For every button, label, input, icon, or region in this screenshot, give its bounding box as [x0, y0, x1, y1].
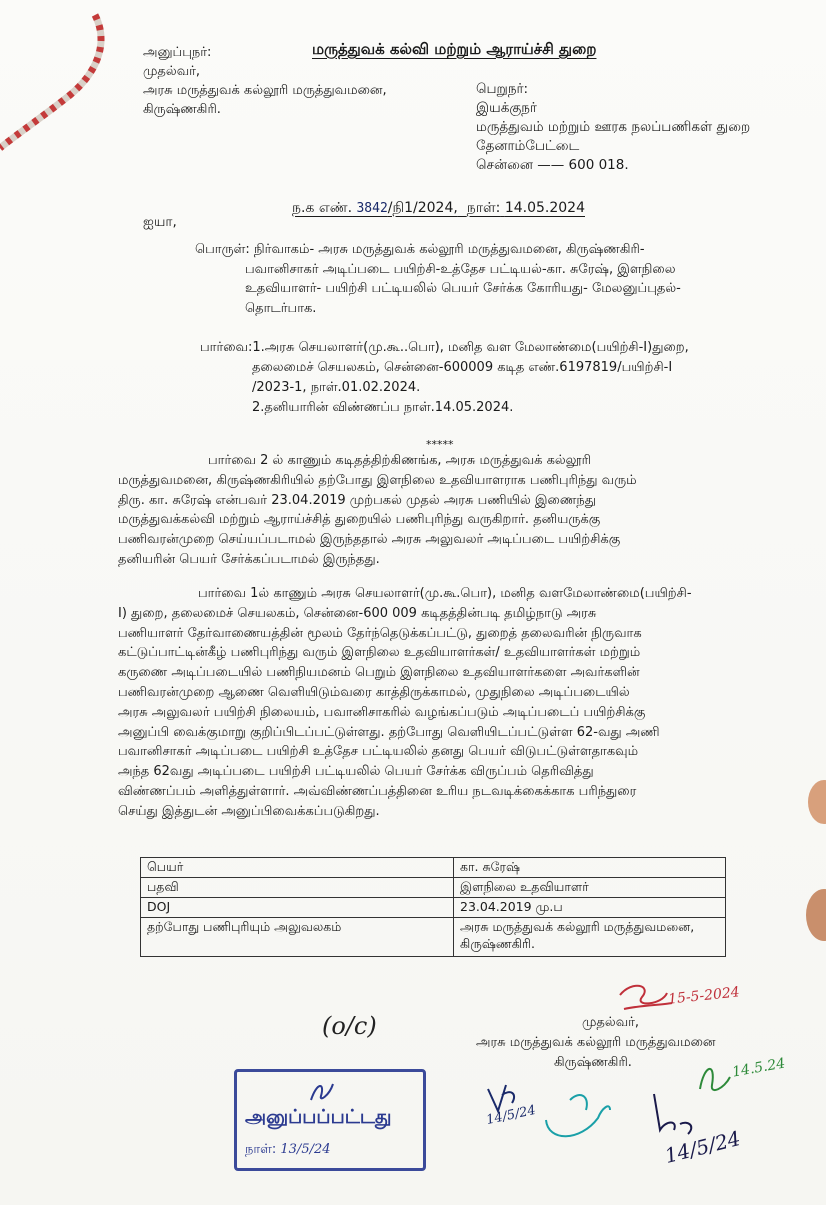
para2-line: கட்டுப்பாட்டின்கீழ் பணிபுரிந்து வரும் இளநிலை உதவியாளர்கள்/ உதவியாளர்கள் மற்றும் — [118, 645, 641, 661]
table-value: இளநிலை உதவியாளர் — [454, 878, 726, 898]
salutation: ஐயா, — [143, 214, 177, 230]
table-key: DOJ — [141, 898, 454, 918]
initials-date-3: 14/5/24 — [662, 1126, 743, 1168]
para1-line: தனியரின் பெயர் சேர்க்கப்படாமல் இருந்தது. — [118, 551, 380, 567]
recipient-line-4: சென்னை —— 600 018. — [476, 157, 629, 173]
initials-date-1: 14/5/24 — [484, 1102, 538, 1129]
para2-line: பவானிசாகர் அடிப்படை பயிற்சி உத்தேச பட்டியலில் தனது பெயர் விடுபட்டுள்ளதாகவும் — [118, 744, 639, 760]
signature-line-3: கிருஷ்ணகிரி. — [554, 1055, 632, 1070]
paragraph-2 — [118, 584, 743, 822]
table-key: பெயர் — [141, 858, 454, 878]
para2-line: அந்த 62வது அடிப்படை பயிற்சி பட்டியலில் பெயர் சேர்க்க விருப்பம் தெரிவித்து — [118, 764, 594, 780]
table-key: பதவி — [141, 878, 454, 898]
recipient-line-3: தேனாம்பேட்டை — [476, 138, 580, 154]
paragraph-1 — [118, 451, 743, 570]
recipient-label: பெறுநர்: — [476, 81, 529, 97]
para2-line: அனுப்பி வைக்குமாறு குறிப்பிடப்பட்டுள்ளது. தற்போது வெளியிடப்பட்டுள்ள 62-வது அணி — [118, 724, 660, 740]
para2-line: விண்ணப்பம் அளித்துள்ளார். அவ்விண்ணப்பத்தினை உரிய நடவடிக்கைக்காக பரிந்துரை — [118, 783, 637, 799]
table-row — [141, 878, 726, 898]
subject-line-3: உதவியாளர்- பயிற்சி பட்டியலில் பெயர் சேர்க்க கோரியது- மேலனுப்புதல்- — [245, 281, 681, 296]
signature-block — [476, 1013, 715, 1073]
dispatched-stamp — [234, 1069, 426, 1171]
table-row — [141, 898, 726, 918]
initials-date-2: 14.5.24 — [731, 1055, 787, 1081]
subject-label: பொருள்: — [195, 242, 250, 257]
reference-date-label: நாள்: — [466, 200, 501, 216]
stamp-date-value: 13/5/24 — [280, 1142, 331, 1157]
table-value-cell — [454, 918, 726, 957]
reference-2: 2.தனியாரின் விண்ணப்ப நாள்.14.05.2024. — [252, 400, 514, 415]
signature-line-1: முதல்வர், — [582, 1015, 640, 1030]
table-row — [141, 918, 726, 957]
para2-line: I) துறை, தலைமைச் செயலகம், சென்னை-600 009 கடிதத்தின்படி தமிழ்நாடு அரசு — [118, 605, 597, 621]
para2-line: அரசு அலுவலர் பயிற்சி நிலையம், பவானிசாகரில் வழங்கப்படும் அடிப்படைப் பயிற்சிக்கு — [118, 704, 646, 720]
reference-date: 14.05.2024 — [504, 200, 585, 216]
employee-details-table — [140, 857, 726, 957]
table-value: கிருஷ்ணகிரி. — [460, 936, 535, 951]
initials-signature-2 — [540, 1080, 620, 1150]
finger-image — [786, 0, 826, 960]
reference-prefix: ந.க எண். — [292, 200, 353, 216]
reference-number: 3842 — [356, 201, 388, 216]
sender-label: அனுப்புநர்: — [143, 45, 212, 60]
references-label: பார்வை: — [200, 340, 253, 355]
department-heading: மருத்துவக் கல்வி மற்றும் ஆராய்ச்சி துறை — [312, 40, 597, 58]
stamp-initials-mark — [307, 1076, 337, 1106]
subject-line-2: பவானிசாகர் அடிப்படை பயிற்சி-உத்தேச பட்டியல்-கா. சுரேஷ், இளநிலை — [245, 261, 676, 277]
stamp-date-label: நாள்: — [245, 1142, 277, 1157]
para1-line: பணிவரன்முறை செய்யப்படாமல் இருந்ததால் அரசு அலுவலர் அடிப்படை பயிற்சிக்கு — [118, 532, 621, 548]
table-value: கா. சுரேஷ் — [454, 858, 726, 878]
initials-signature-4 — [648, 1090, 708, 1140]
para2-line: கருணை அடிப்படையில் பணிநியமனம் பெறும் இளநிலை உதவியாளர்களை அவர்களின் — [118, 665, 640, 681]
table-key: தற்போது பணிபுரியும் அலுவலகம் — [141, 918, 454, 957]
sender-line-1: முதல்வர், — [143, 64, 201, 79]
table-value: 23.04.2019 மு.ப — [454, 898, 726, 918]
reference-1-line-1: 1.அரசு செயலாளர்(மு.கூ..பொ), மனித வள மேலாண்மை(பயிற்சி-I)துறை, — [252, 340, 689, 355]
reference-1-line-3: /2023-1, நாள்.01.02.2024. — [252, 380, 421, 395]
para1-line: திரு. கா. சுரேஷ் என்பவர் 23.04.2019 முற்பகல் முதல் அரசு பணியில் இணைந்து — [118, 492, 596, 508]
subject-block — [195, 240, 750, 318]
stamp-date — [245, 1142, 331, 1158]
para2-line: செய்து இத்துடன் அனுப்பிவைக்கப்படுகிறது. — [118, 803, 380, 819]
para1-line: பார்வை 2 ல் காணும் கடிதத்திற்கிணங்க, அரசு மருத்துவக் கல்லூரி — [208, 453, 591, 468]
recipient-block — [476, 80, 750, 175]
para1-line: மருத்துவமனை, கிருஷ்ணகிரியில் தற்போது இளநிலை உதவியாளராக பணிபுரிந்து வரும் — [118, 472, 637, 488]
table-value: அரசு மருத்துவக் கல்லூரி மருத்துவமனை, — [460, 919, 695, 934]
subject-line-4: தொடர்பாக. — [245, 300, 317, 316]
references-block — [200, 338, 740, 418]
handwritten-date-right: 15-5-2024 — [667, 984, 741, 1008]
sender-line-2: அரசு மருத்துவக் கல்லூரி மருத்துவமனை, — [143, 83, 387, 98]
subject-line-1: நிர்வாகம்- அரசு மருத்துவக் கல்லூரி மருத்துவமனை, கிருஷ்ணகிரி- — [253, 242, 645, 257]
sender-block — [143, 43, 387, 119]
reference-1-line-2: தலைமைச் செயலகம், சென்னை-600009 கடித எண்.6197819/பயிற்சி-I — [252, 360, 673, 375]
string-tag-image — [0, 0, 130, 160]
para2-line: பணியாளர் தேர்வாணையத்தின் மூலம் தேர்ந்தெடுக்கப்பட்டு, துறைத் தலைவரின் நிருவாக — [118, 625, 642, 641]
para2-line: பணிவரன்முறை ஆணை வெளியிடும்வரை காத்திருக்காமல், முதுநிலை அடிப்படையில் — [118, 684, 630, 700]
para2-line: பார்வை 1ல் காணும் அரசு செயலாளர்(மு.கூ.பொ), மனித வளமேலாண்மை(பயிற்சி- — [198, 586, 692, 601]
signature-line-2: அரசு மருத்துவக் கல்லூரி மருத்துவமனை — [476, 1035, 716, 1050]
separator: ***** — [426, 438, 454, 451]
reference-line — [292, 200, 585, 218]
recipient-line-1: இயக்குநர் — [476, 100, 537, 116]
table-row — [141, 858, 726, 878]
recipient-line-2: மருத்துவம் மற்றும் ஊரக நலப்பணிகள் துறை — [476, 119, 751, 135]
para1-line: மருத்துவக்கல்வி மற்றும் ஆராய்ச்சித் துறையில் பணிபுரிந்து வருகிறார். தனியருக்கு — [118, 512, 601, 528]
handwritten-oc: (o/c) — [322, 1012, 377, 1040]
sender-line-3: கிருஷ்ணகிரி. — [143, 102, 221, 117]
stamp-text: அனுப்பப்பட்டது — [245, 1106, 392, 1128]
reference-suffix: /நி1/2024, — [387, 200, 458, 216]
